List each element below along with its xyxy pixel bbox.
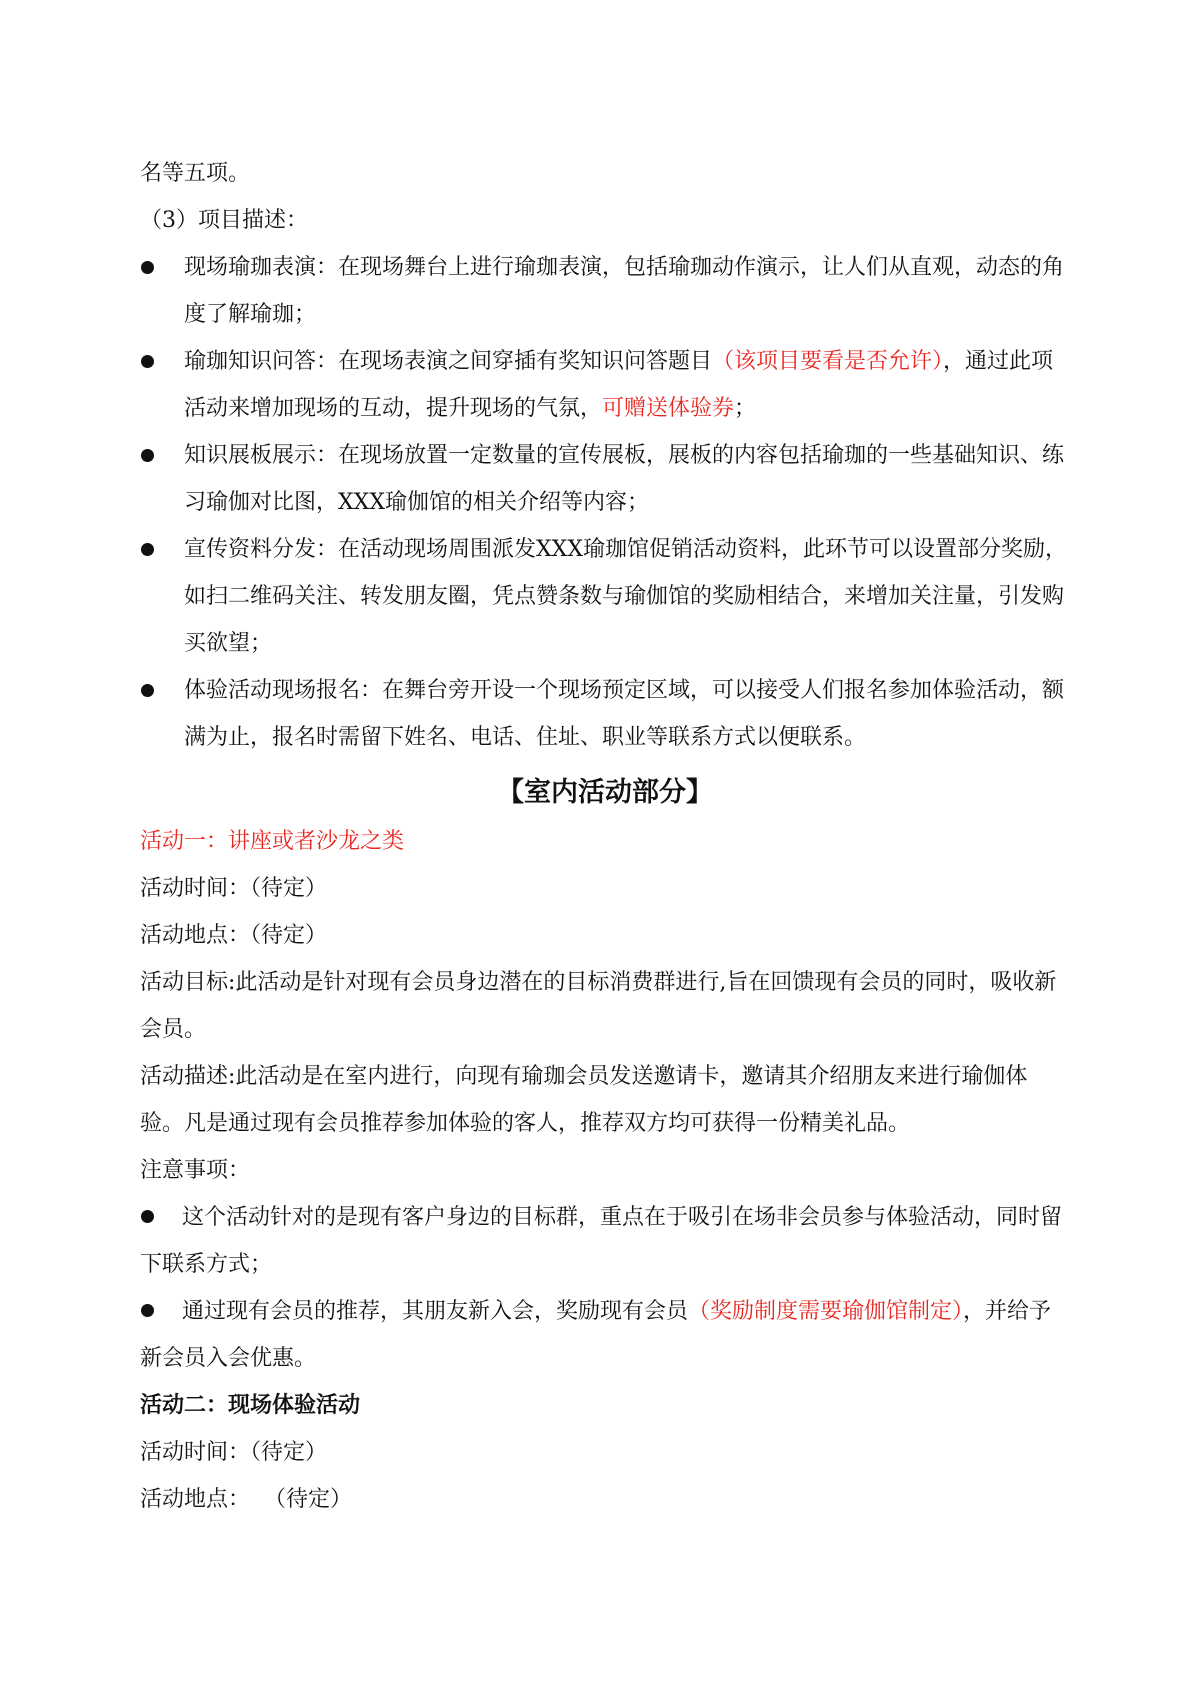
highlight-note: （该项目要看是否允许） bbox=[712, 349, 944, 374]
list-item-text: 知识展板展示：在现场放置一定数量的宣传展板，展板的内容包括瑜珈的一些基础知识、练习瑜伽对比图，XXX瑜伽馆的相关介绍等内容； bbox=[184, 443, 1065, 515]
bullet-icon bbox=[140, 432, 184, 479]
list-item bbox=[140, 1194, 1070, 1288]
list-item bbox=[140, 526, 1070, 667]
section-heading: 【室内活动部分】 bbox=[497, 777, 713, 808]
list-item-text: 宣传资料分发：在活动现场周围派发XXX瑜珈馆促销活动资料，此环节可以设置部分奖励，如扫二维码关注、转发朋友圈，凭点赞条数与瑜伽馆的奖励相结合，来增加关注量，引发购买欲望； bbox=[184, 537, 1067, 656]
list-item-text: 通过现有会员的推荐，其朋友新入会，奖励现有会员（奖励制度需要瑜伽馆制定），并给予新会员入会优惠。 bbox=[140, 1299, 1052, 1371]
bullet-icon bbox=[140, 338, 184, 385]
list-item-text: 瑜珈知识问答：在现场表演之间穿插有奖知识问答题目（该项目要看是否允许），通过此项活动来增加现场的互动，提升现场的气氛，可赠送体验券； bbox=[184, 349, 1054, 421]
page-content bbox=[140, 150, 1070, 1523]
bullet-icon bbox=[141, 1304, 154, 1317]
activity-title: 活动二：现场体验活动 bbox=[140, 1393, 361, 1418]
highlight-note: 可赠送体验券 bbox=[602, 396, 735, 421]
activity-goal: 活动目标:此活动是针对现有会员身边潜在的目标消费群进行,旨在回馈现有会员的同时，吸收新会员。 bbox=[140, 970, 1057, 1042]
activity-description: 活动描述:此活动是在室内进行，向现有瑜珈会员发送邀请卡，邀请其介绍朋友来进行瑜伽体验。凡是通过现有会员推荐参加体验的客人，推荐双方均可获得一份精美礼品。 bbox=[140, 1064, 1028, 1136]
list-item-text: 现场瑜珈表演：在现场舞台上进行瑜珈表演，包括瑜珈动作演示，让人们从直观，动态的角度了解瑜珈； bbox=[184, 255, 1065, 327]
activity-place: 活动地点：（待定） bbox=[140, 923, 328, 948]
activity-time: 活动时间：（待定） bbox=[140, 876, 328, 901]
intro-line-2: （3）项目描述： bbox=[140, 208, 308, 233]
activity-time: 活动时间：（待定） bbox=[140, 1440, 328, 1465]
notes-label: 注意事项： bbox=[140, 1158, 251, 1183]
activity-title: 活动一：讲座或者沙龙之类 bbox=[140, 829, 405, 854]
bullet-icon bbox=[140, 244, 184, 291]
list-item bbox=[140, 1288, 1070, 1382]
intro-line-1: 名等五项。 bbox=[140, 161, 251, 186]
list-item bbox=[140, 338, 1070, 432]
list-item-text: 体验活动现场报名：在舞台旁开设一个现场预定区域，可以接受人们报名参加体验活动，额满为止，报名时需留下姓名、电话、住址、职业等联系方式以便联系。 bbox=[184, 678, 1065, 750]
bullet-icon bbox=[141, 1210, 154, 1223]
list-item bbox=[140, 244, 1070, 338]
list-item bbox=[140, 667, 1070, 761]
list-item-text: 这个活动针对的是现有客户身边的目标群，重点在于吸引在场非会员参与体验活动，同时留下联系方式； bbox=[140, 1205, 1063, 1277]
highlight-note: （奖励制度需要瑜伽馆制定） bbox=[688, 1299, 964, 1324]
list-item bbox=[140, 432, 1070, 526]
bullet-icon bbox=[140, 526, 184, 573]
activity-place: 活动地点： （待定） bbox=[140, 1487, 352, 1512]
bullet-icon bbox=[140, 667, 184, 714]
